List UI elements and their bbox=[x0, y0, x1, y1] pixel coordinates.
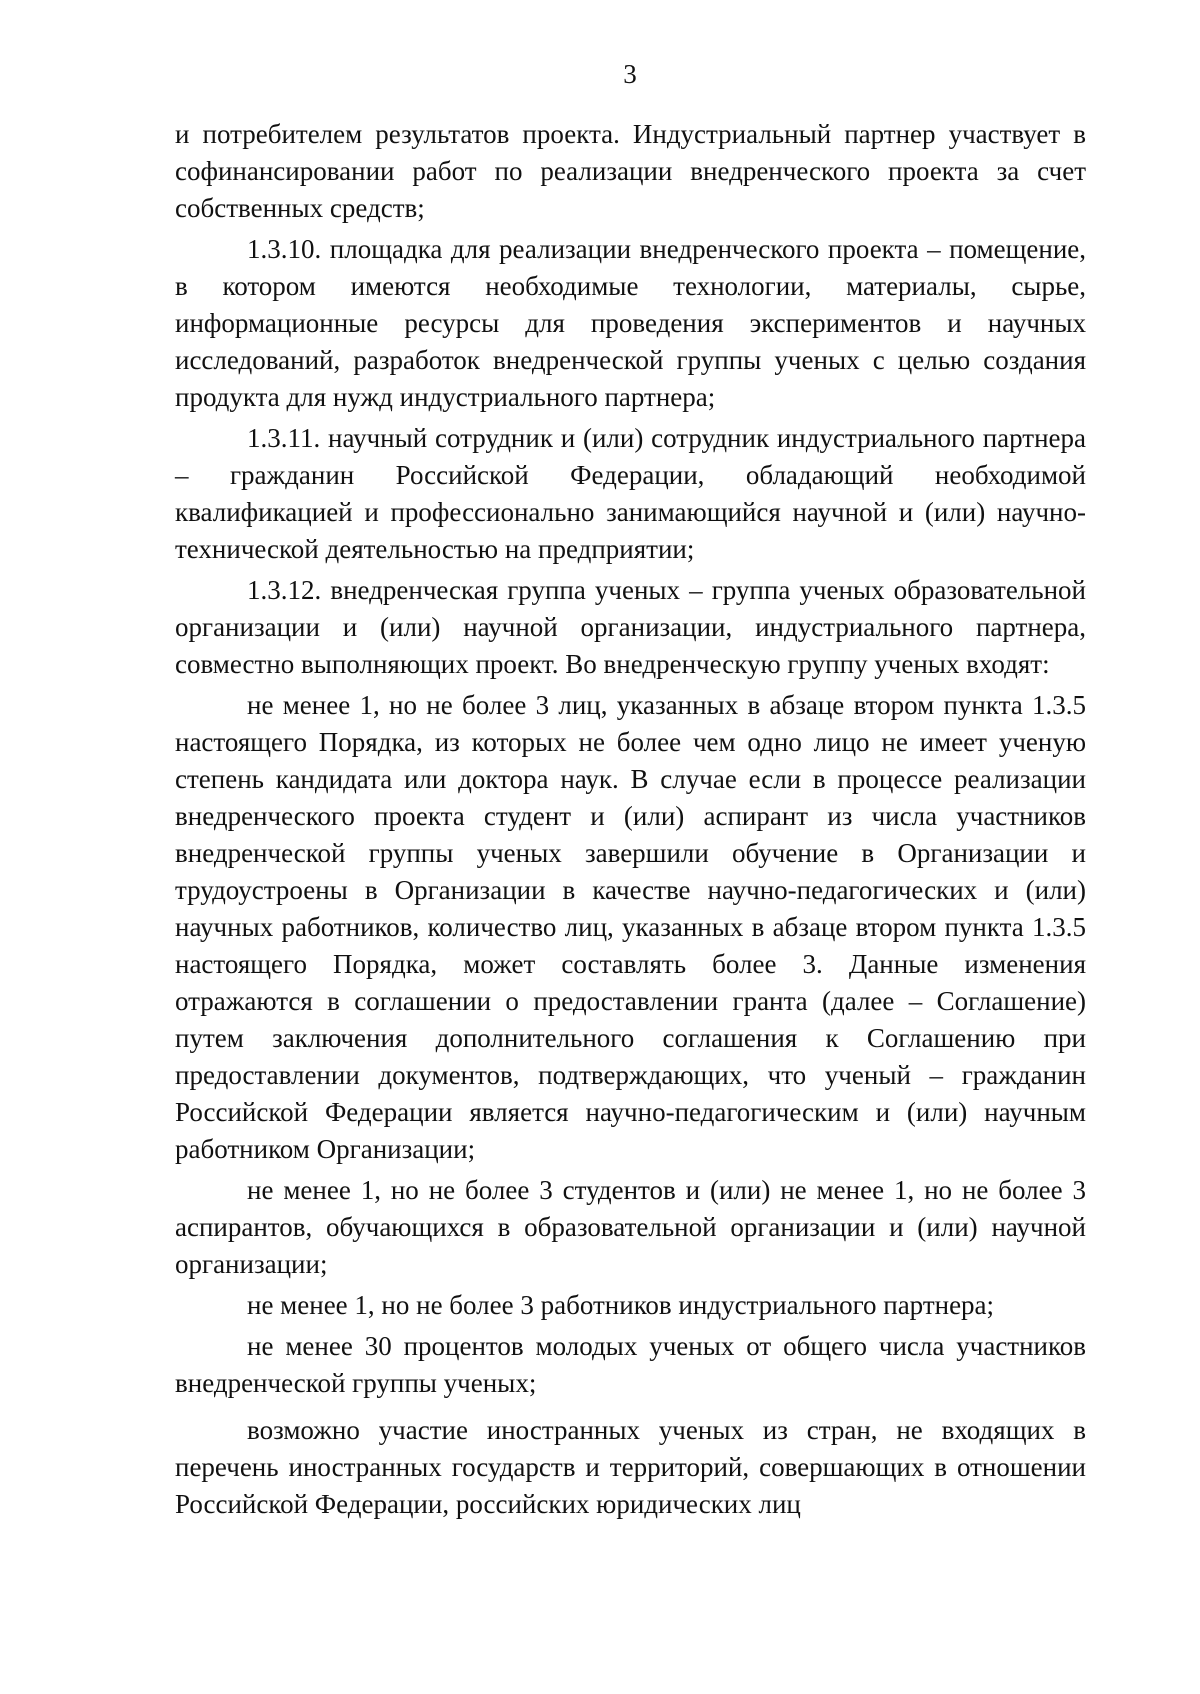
paragraph-scientists-count: не менее 1, но не более 3 лиц, указанных в абзаце втором пункта 1.3.5 настоящего Порядка, из которых не более чем одно лицо не имеет ученую степень кандидата или доктора наук. В случае если в процессе реализации внедренческого проекта студент и (или) аспирант из числа участников внедренческой группы ученых завершили обучение в Организации и трудоустроены в Организации в качестве научно-педагогических и (или) научных работников, количество лиц, указанных в абзаце втором пункта 1.3.5 настоящего Порядка, может составлять более 3. Данные изменения отражаются в соглашении о предоставлении гранта (далее – Соглашение) путем заключения дополнительного соглашения к Соглашению при предоставлении документов, подтверждающих, что ученый – гражданин Российской Федерации является научно-педагогическим и (или) научным работником Организации; bbox=[175, 690, 1086, 1164]
paragraph-foreign-scientists: возможно участие иностранных ученых из стран, не входящих в перечень иностранных государств и территорий, совершающих в отношении Российской Федерации, российских юридических лиц bbox=[175, 1415, 1086, 1519]
paragraph-continuation: и потребителем результатов проекта. Индустриальный партнер участвует в софинансировании работ по реализации внедренческого проекта за счет собственных средств; bbox=[175, 119, 1086, 223]
paragraph-young-scientists: не менее 30 процентов молодых ученых от общего числа участников внедренческой группы ученых; bbox=[175, 1331, 1086, 1398]
page-number: 3 bbox=[623, 59, 637, 89]
document-body bbox=[175, 116, 1086, 1523]
paragraph-students-count: не менее 1, но не более 3 студентов и (или) не менее 1, но не более 3 аспирантов, обучающихся в образовательной организации и (или) научной организации; bbox=[175, 1175, 1086, 1279]
paragraph-partner-employees: не менее 1, но не более 3 работников индустриального партнера; bbox=[247, 1290, 995, 1320]
paragraph-1-3-12: 1.3.12. внедренческая группа ученых – группа ученых образовательной организации и (или) научной организации, индустриального партнера, совместно выполняющих проект. Во внедренческую группу ученых входят: bbox=[175, 575, 1086, 679]
paragraph-1-3-11: 1.3.11. научный сотрудник и (или) сотрудник индустриального партнера – гражданин Российской Федерации, обладающий необходимой квалификацией и профессионально занимающийся научной и (или) научно-технической деятельностью на предприятии; bbox=[175, 423, 1086, 564]
paragraph-1-3-10: 1.3.10. площадка для реализации внедренческого проекта – помещение, в котором имеются необходимые технологии, материалы, сырье, информационные ресурсы для проведения экспериментов и научных исследований, разработок внедренческой группы ученых с целью создания продукта для нужд индустриального партнера; bbox=[175, 234, 1086, 412]
